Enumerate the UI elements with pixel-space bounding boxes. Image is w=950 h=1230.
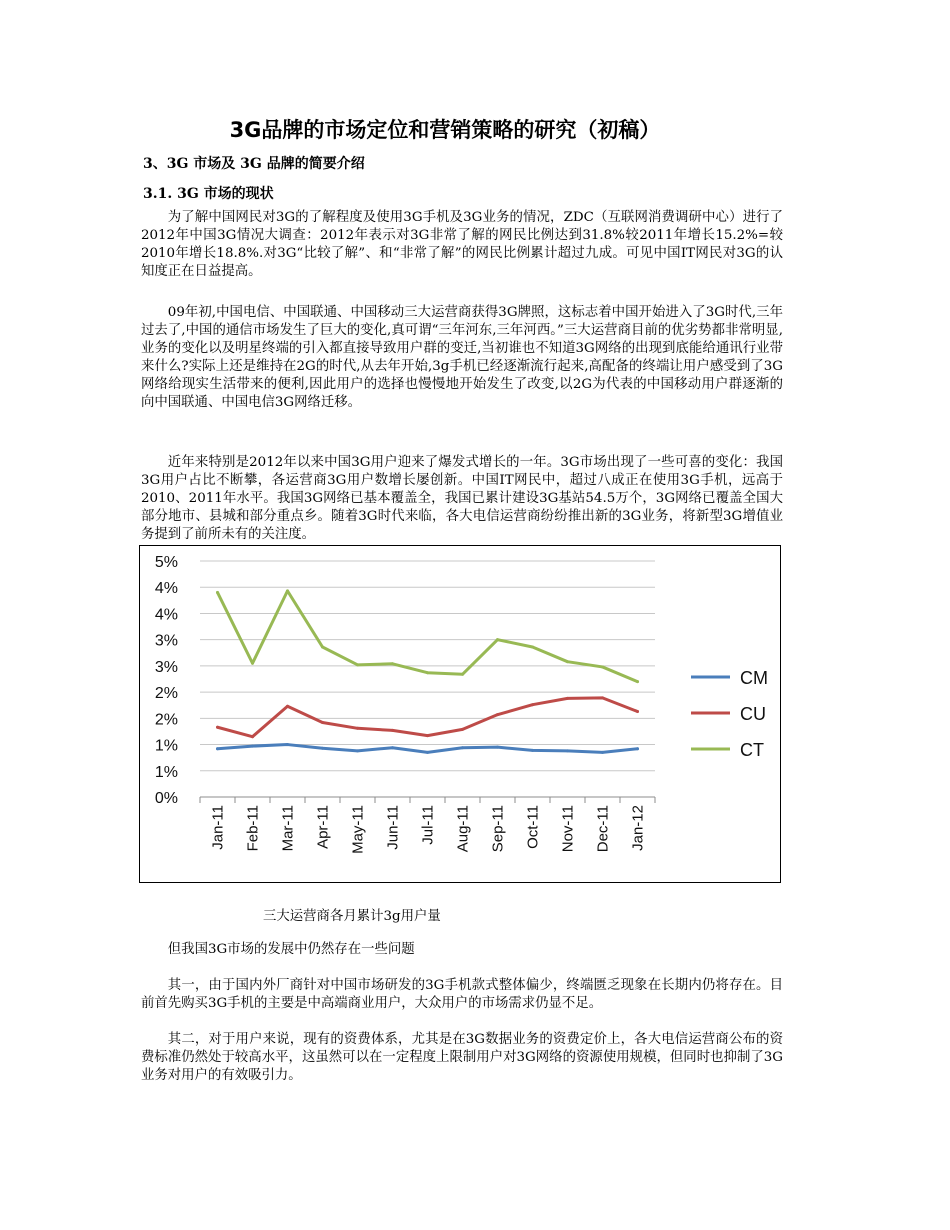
data-point-cu (566, 697, 569, 700)
data-point-ct (601, 665, 604, 668)
document-title: 3G品牌的市场定位和营销策略的研究（初稿） (229, 118, 661, 142)
data-point-ct (391, 662, 394, 665)
section-heading: 3、3G 市场及 3G 品牌的简要介绍 (143, 156, 365, 172)
data-point-cm (286, 743, 289, 746)
x-tick-label: Sep-11 (489, 805, 507, 853)
data-point-cu (636, 710, 639, 713)
x-tick-label: Oct-11 (524, 805, 542, 849)
data-point-cu (286, 705, 289, 708)
data-point-cm (496, 746, 499, 749)
data-point-cu (531, 703, 534, 706)
data-point-cu (216, 726, 219, 729)
data-point-cm (601, 751, 604, 754)
data-point-cm (391, 746, 394, 749)
legend-label-cu: CU (740, 704, 766, 724)
y-tick-label: 4% (154, 606, 178, 624)
data-point-cm (321, 747, 324, 750)
y-tick-label: 0% (154, 790, 178, 807)
paragraph-problems-intro: 但我国3G市场的发展中仍然存在一些问题 (167, 942, 415, 957)
user-growth-chart (139, 545, 781, 883)
data-point-cu (356, 727, 359, 730)
data-point-cm (636, 747, 639, 750)
data-point-cu (321, 721, 324, 724)
legend-label-cm: CM (740, 668, 768, 688)
data-point-ct (426, 671, 429, 674)
y-tick-label: 2% (154, 711, 178, 729)
data-point-ct (496, 638, 499, 641)
x-tick-label: Mar-11 (279, 805, 297, 852)
data-point-cu (461, 728, 464, 731)
y-tick-label: 1% (154, 737, 178, 755)
x-tick-label: Jan-12 (629, 805, 647, 851)
data-point-cm (356, 749, 359, 752)
data-point-ct (461, 673, 464, 676)
data-point-cu (496, 713, 499, 716)
paragraph-problem-one: 其一，由于国内外厂商针对中国市场研发的3G手机款式整体偏少，终端匮乏现象在长期内仍将存在。目前首先购买3G手机的主要是中高端商业用户，大众用户的市场需求仍显不足。 (141, 978, 783, 1011)
y-tick-label: 1% (154, 763, 178, 781)
paragraph-problem-two: 其二，对于用户来说，现有的资费体系，尤其是在3G数据业务的资费定价上，各大电信运营商公布的资费标准仍然处于较高水平，这虽然可以在一定程度上限制用户对3G网络的资源使用规模，但同时也抑制了3G业务对用户的有效吸引力。 (141, 1032, 783, 1083)
data-point-cu (601, 696, 604, 699)
y-tick-label: 3% (154, 658, 178, 676)
x-tick-label: Dec-11 (594, 805, 612, 853)
data-point-cu (391, 729, 394, 732)
data-point-cu (251, 735, 254, 738)
y-tick-label: 2% (154, 685, 178, 703)
data-point-cm (216, 747, 219, 750)
x-tick-label: Apr-11 (314, 805, 332, 849)
data-point-cm (566, 749, 569, 752)
data-point-ct (356, 663, 359, 666)
y-tick-label: 3% (154, 632, 178, 650)
series-line-ct (218, 591, 638, 682)
paragraph-survey: 为了解中国网民对3G的了解程度及使用3G手机及3G业务的情况，ZDC（互联网消费调研中心）进行了2012年中国3G情况大调查：2012年表示对3G非常了解的网民比例达到31.8%较2011年增长15.2%=较2010年增长18.8%.对3G“比较了解”、和“非常了解”的网民比例累计超过九成。可见中国IT网民对3G的认知度正在日益提高。 (141, 210, 783, 279)
chart-canvas (140, 546, 780, 882)
x-tick-label: Feb-11 (244, 805, 262, 852)
paragraph-growth: 近年来特别是2012年以来中国3G用户迎来了爆发式增长的一年。3G市场出现了一些可喜的变化：我国3G用户占比不断攀，各运营商3G用户数增长屡创新。中国IT网民中，超过八成正在使用3G手机，远高于2010、2011年水平。我国3G网络已基本覆盖全，我国已累计建设3G基站54.5万个，3G网络已覆盖全国大部分地市、县城和部分重点乡。随着3G时代来临，各大电信运营商纷纷推出新的3G业务，将新型3G增值业务提到了前所未有的关注度。 (141, 455, 783, 542)
data-point-cm (426, 751, 429, 754)
series-line-cu (218, 698, 638, 737)
y-tick-label: 5% (154, 554, 178, 571)
x-tick-label: Nov-11 (559, 805, 577, 853)
data-point-ct (636, 680, 639, 683)
x-tick-label: May-11 (349, 805, 367, 854)
data-point-ct (321, 646, 324, 649)
x-tick-label: Jun-11 (384, 805, 402, 850)
x-tick-label: Jul-11 (419, 805, 437, 845)
legend-label-ct: CT (740, 740, 764, 760)
paragraph-license: 09年初,中国电信、中国联通、中国移动三大运营商获得3G牌照，这标志着中国开始进入了3G时代,三年过去了,中国的通信市场发生了巨大的变化,真可谓“三年河东,三年河西。”三大运营商目前的优劣势都非常明显,业务的变化以及明星终端的引入都直接导致用户群的变迁,当初谁也不知道3G网络的出现到底能给通讯行业带来什么?实际上还是维持在2G的时代,从去年开始,3g手机已经逐渐流行起来,高配备的终端让用户感受到了3G网络给现实生活带来的便利,因此用户的选择也慢慢地开始发生了改变,以2G为代表的中国移动用户群逐渐的向中国联通、中国电信3G网络迁移。 (141, 305, 783, 410)
data-point-ct (251, 662, 254, 665)
data-point-ct (566, 660, 569, 663)
data-point-cm (251, 745, 254, 748)
x-tick-label: Aug-11 (454, 805, 472, 853)
subsection-heading: 3.1. 3G 市场的现状 (143, 186, 274, 202)
data-point-ct (531, 646, 534, 649)
data-point-cm (461, 746, 464, 749)
x-tick-label: Jan-11 (209, 805, 227, 850)
y-tick-label: 4% (154, 580, 178, 598)
data-point-ct (286, 589, 289, 592)
chart-caption: 三大运营商各月累计3g用户量 (263, 909, 441, 924)
data-point-cu (426, 734, 429, 737)
data-point-ct (216, 591, 219, 594)
data-point-cm (531, 749, 534, 752)
